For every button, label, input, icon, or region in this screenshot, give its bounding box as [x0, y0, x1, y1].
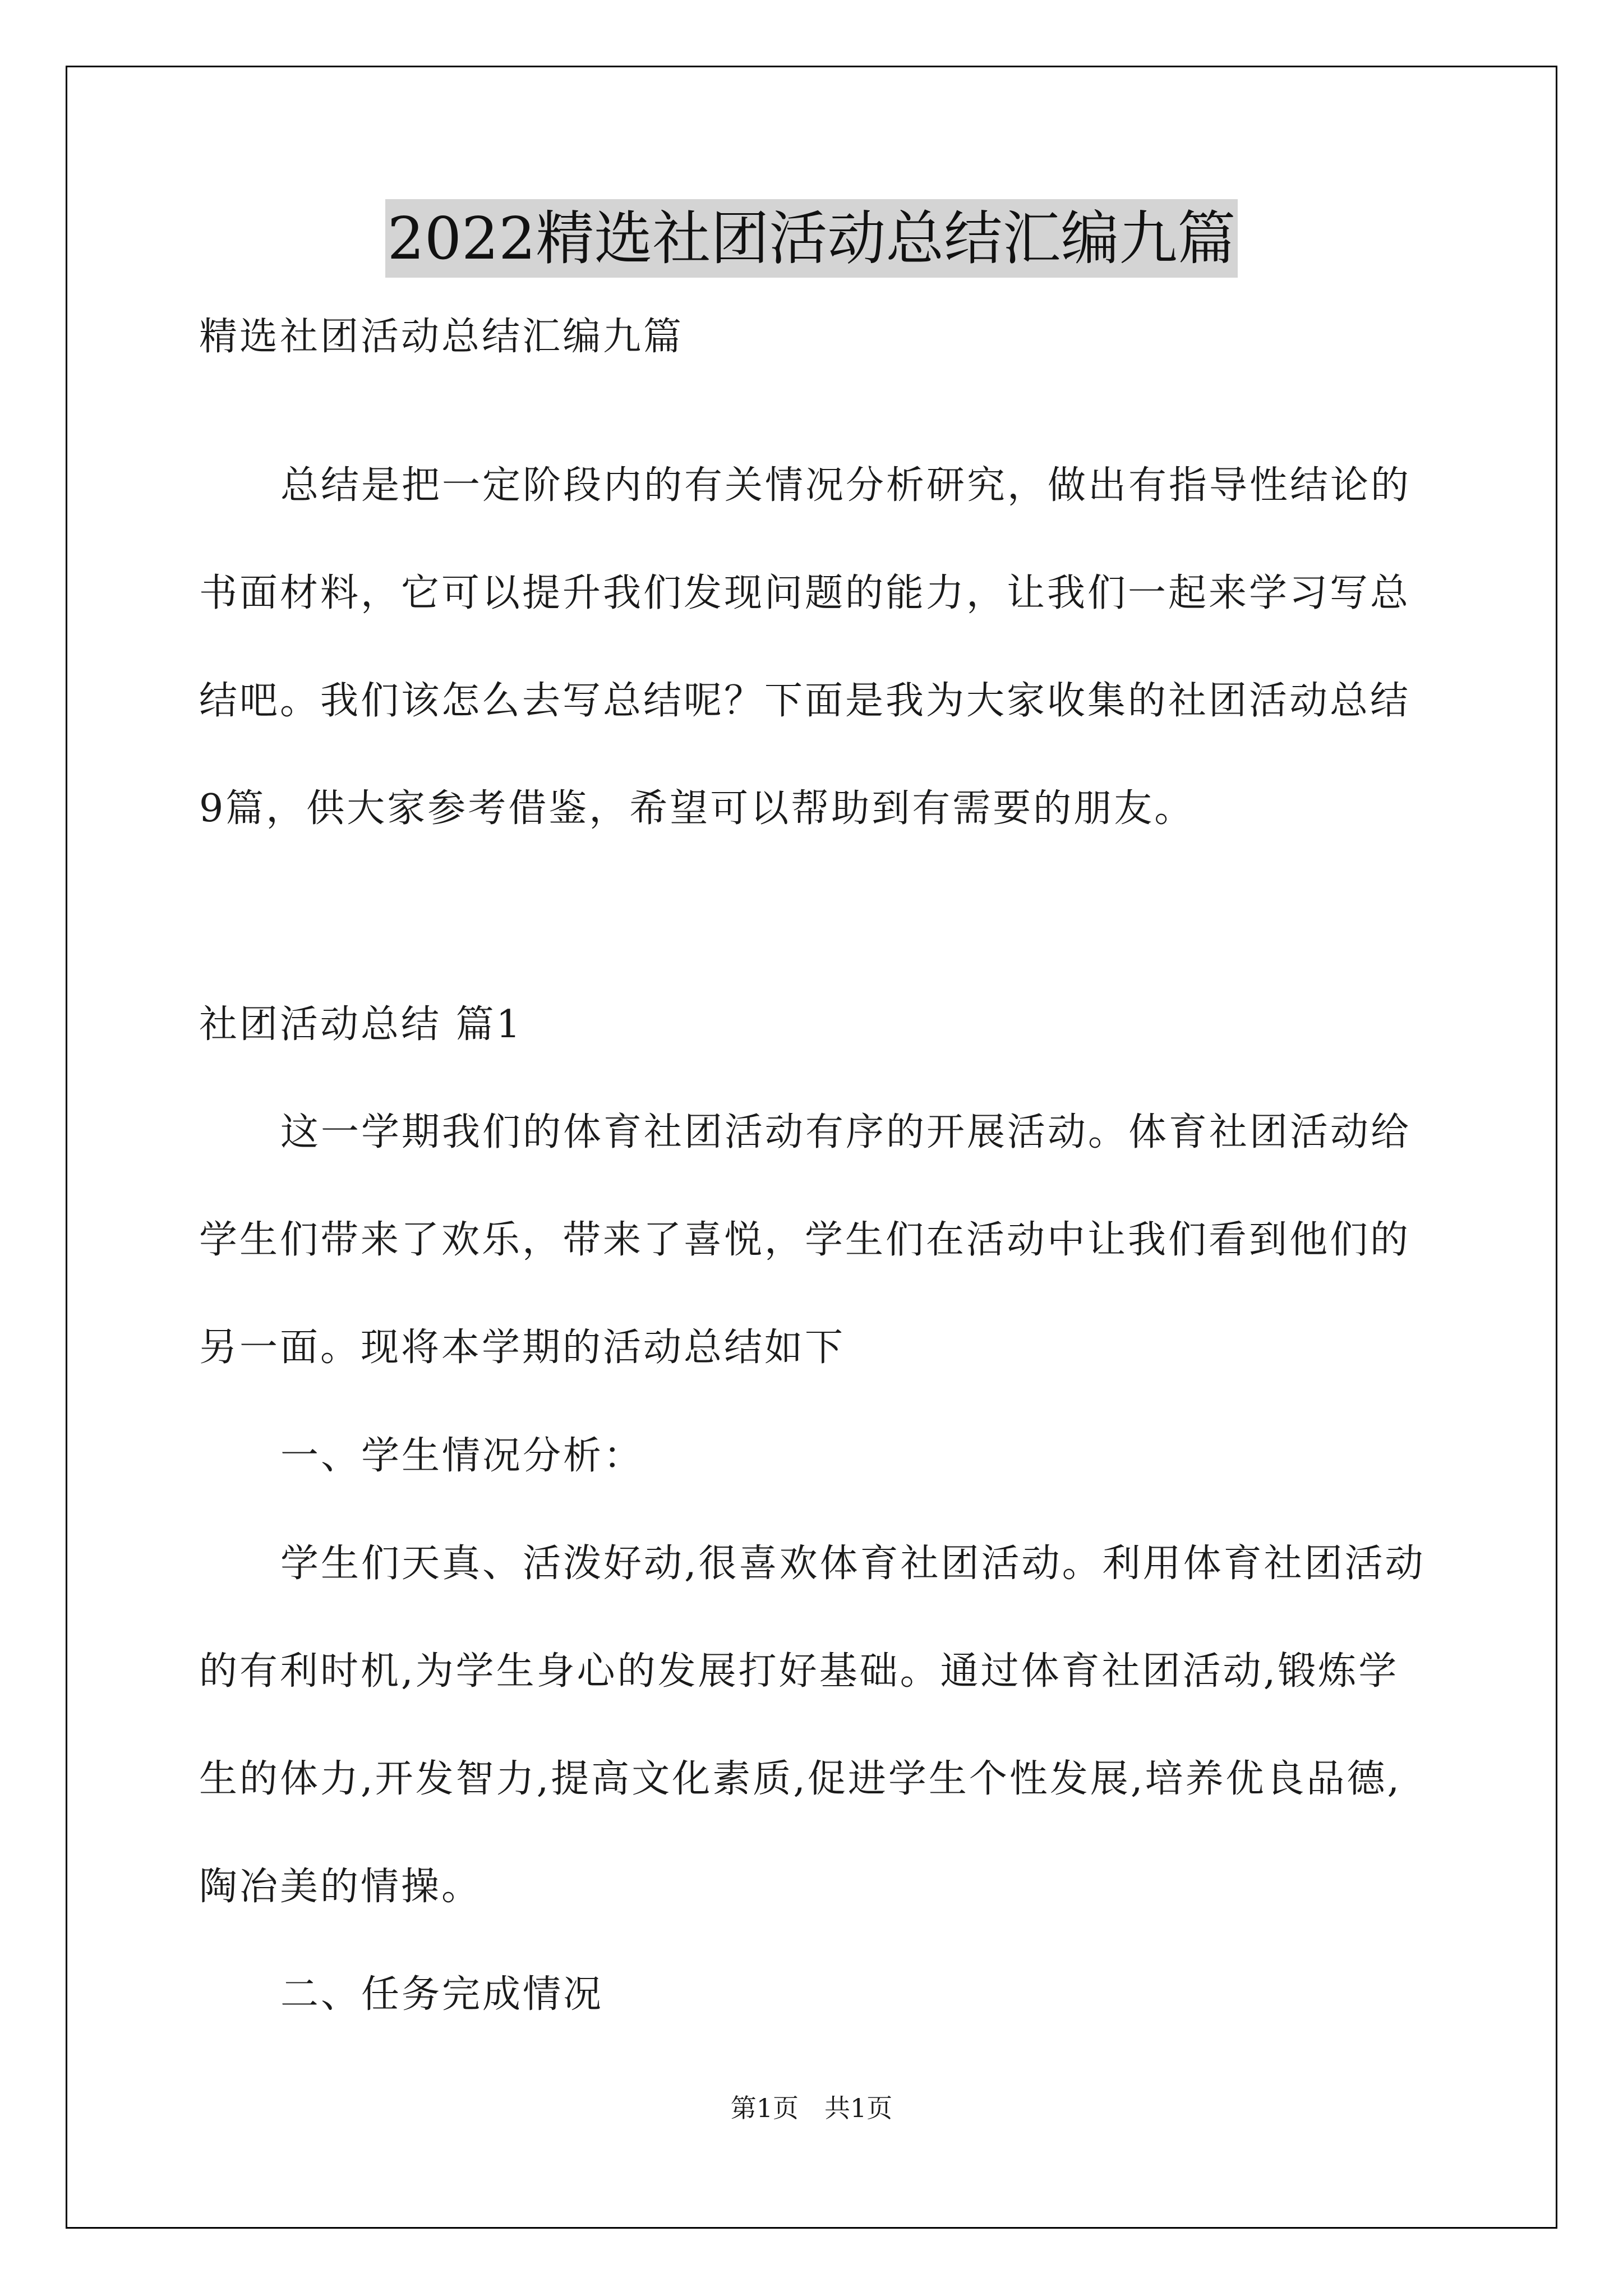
subheading-task-completion: 二、任务完成情况: [280, 1972, 604, 2017]
section-line-3: 另一面。现将本学期的活动总结如下: [199, 1326, 846, 1370]
page-footer: 第1页 共1页: [730, 2093, 893, 2123]
intro-line-3: 结吧。我们该怎么去写总结呢？下面是我为大家收集的社团活动总结: [199, 679, 1411, 723]
subheading-student-analysis: 一、学生情况分析：: [280, 1434, 644, 1478]
analysis-line-3: 生的体力,开发智力,提高文化素质,促进学生个性发展,培养优良品德,: [199, 1757, 1402, 1801]
document-subtitle: 精选社团活动总结汇编九篇: [199, 315, 684, 359]
intro-line-2: 书面材料，它可以提升我们发现问题的能力，让我们一起来学习写总: [199, 571, 1411, 615]
analysis-line-2: 的有利时机,为学生身心的发展打好基础。通过体育社团活动,锻炼学: [199, 1649, 1399, 1694]
title-container: [0, 199, 1623, 278]
section-heading: 社团活动总结 篇1: [199, 1002, 523, 1047]
intro-line-4: 9篇，供大家参考借鉴，希望可以帮助到有需要的朋友。: [199, 786, 1195, 831]
analysis-line-4: 陶冶美的情操。: [199, 1865, 482, 1909]
section-line-1: 这一学期我们的体育社团活动有序的开展活动。体育社团活动给: [280, 1110, 1412, 1154]
intro-line-1: 总结是把一定阶段内的有关情况分析研究，做出有指导性结论的: [280, 463, 1412, 508]
analysis-line-1: 学生们天真、活泼好动,很喜欢体育社团活动。利用体育社团活动: [280, 1542, 1426, 1586]
document-title: 2022精选社团活动总结汇编九篇: [385, 199, 1238, 278]
section-line-2: 学生们带来了欢乐，带来了喜悦，学生们在活动中让我们看到他们的: [199, 1218, 1411, 1262]
